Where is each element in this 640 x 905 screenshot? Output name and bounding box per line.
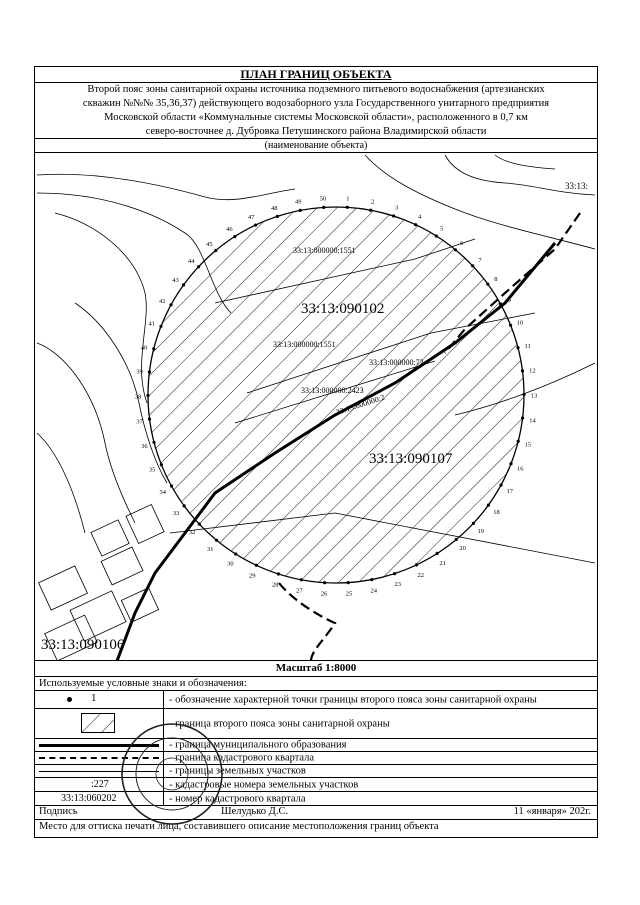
- boundary-point-number: 20: [459, 545, 466, 553]
- boundary-point-marker: [393, 572, 396, 575]
- legend-row-parcel-numbers: [35, 778, 597, 792]
- boundary-point-marker: [152, 441, 155, 444]
- legend-symbol: [35, 792, 164, 805]
- legend-symbol: [35, 765, 164, 777]
- boundary-point-marker: [255, 564, 258, 567]
- parcel-number-label: 33:13:000000:2: [334, 392, 386, 417]
- boundary-point-marker: [370, 578, 373, 581]
- boundary-point-number: 39: [136, 368, 143, 376]
- boundary-point-number: 9: [507, 297, 511, 305]
- document-sheet: [34, 66, 598, 838]
- boundary-point-marker: [435, 234, 438, 237]
- boundary-point-number: 17: [506, 487, 514, 495]
- document-title: ПЛАН ГРАНИЦ ОБЪЕКТА: [35, 67, 597, 83]
- boundary-point-marker: [369, 209, 372, 212]
- boundary-point-marker: [148, 418, 151, 421]
- parcel-number-label: 33:13:000000:1551: [273, 340, 336, 349]
- boundary-point-marker: [323, 581, 326, 584]
- legend-row-municipal: [35, 739, 597, 752]
- quarter-number-label: 33:13:090106: [41, 637, 125, 653]
- dashed-line-icon: [39, 757, 159, 759]
- legend-symbol: [35, 752, 164, 764]
- legend-text: - граница муниципального образования: [169, 739, 347, 751]
- legend-heading: Используемые условные знаки и обозначения:: [35, 677, 597, 691]
- boundary-point-number: 15: [524, 441, 532, 449]
- boundary-point-number: 45: [206, 240, 213, 248]
- boundary-point-marker: [146, 394, 149, 397]
- boundary-point-marker: [170, 484, 173, 487]
- boundary-point-marker: [521, 416, 524, 419]
- boundary-point-number: 28: [272, 581, 279, 589]
- legend-text: - граница второго пояса зоны санитарной охраны: [169, 718, 390, 729]
- boundary-point-number: 16: [517, 465, 524, 473]
- legend-symbol: [35, 691, 164, 708]
- boundary-point-marker: [276, 215, 279, 218]
- boundary-point-marker: [486, 283, 489, 286]
- boundary-point-number: 14: [529, 417, 536, 425]
- parcel-number-label: 33:13:000000:2423: [301, 386, 364, 395]
- map-scale: Масштаб 1:8000: [35, 661, 597, 677]
- sanitary-zone-area: [148, 204, 524, 583]
- boundary-point-marker: [159, 325, 162, 328]
- boundary-point-number: 13: [530, 392, 538, 400]
- boundary-point-number: 49: [295, 198, 302, 206]
- legend-row-zone: [35, 709, 597, 739]
- boundary-point-number: 21: [439, 559, 446, 567]
- legend-sample-quarter-number: 33:13:060202: [61, 793, 117, 804]
- boundary-point-number: 24: [370, 587, 377, 595]
- boundary-point-marker: [254, 224, 257, 227]
- boundary-point-number: 32: [188, 528, 196, 536]
- boundary-point-number: 46: [226, 226, 233, 234]
- boundary-point-marker: [169, 303, 172, 306]
- stamp-place-label: Место для оттиска печати лица, составившего описание местоположения границ объекта: [39, 821, 439, 832]
- boundary-point-marker: [517, 440, 520, 443]
- boundary-point-number: 30: [227, 560, 234, 568]
- boundary-point-number: 11: [524, 343, 531, 351]
- legend-text: - граница кадастрового квартала: [169, 752, 315, 764]
- boundary-point-marker: [509, 462, 512, 465]
- boundary-point-marker: [160, 463, 163, 466]
- boundary-point-marker: [499, 484, 502, 487]
- boundary-point-marker: [516, 346, 519, 349]
- legend-symbol: [35, 739, 164, 751]
- legend-point-number: 1: [91, 692, 97, 704]
- boundary-point-number: 1: [346, 195, 350, 203]
- boundary-point-marker: [347, 581, 350, 584]
- boundary-point-number: 8: [494, 276, 498, 284]
- legend-sample-parcel-number: :227: [91, 779, 109, 790]
- boundary-point-marker: [148, 370, 151, 373]
- boundary-point-marker: [197, 265, 200, 268]
- legend-text: - номер кадастрового квартала: [169, 793, 306, 804]
- boundary-point-number: 3: [395, 204, 399, 212]
- boundary-point-number: 18: [493, 508, 500, 516]
- boundary-point-marker: [521, 369, 524, 372]
- boundary-point-number: 36: [141, 442, 148, 450]
- boundary-point-number: 44: [188, 257, 195, 265]
- boundary-point-marker: [454, 248, 457, 251]
- boundary-point-marker: [499, 302, 502, 305]
- parcel-number-label: 33:13:000000:1551: [293, 246, 356, 255]
- legend-symbol: [35, 709, 164, 738]
- boundary-point-marker: [215, 539, 218, 542]
- boundary-point-number: 23: [394, 581, 401, 589]
- signer-name: Шелудько Д.С.: [221, 806, 289, 817]
- description-line: северо-восточнее д. Дубровка Петушинского района Владимирской области: [145, 126, 487, 137]
- boundary-point-number: 40: [140, 344, 148, 352]
- boundary-point-number: 50: [319, 195, 327, 203]
- boundary-point-marker: [234, 552, 237, 555]
- boundary-point-number: 4: [418, 213, 422, 221]
- boundary-point-number: 41: [148, 320, 155, 328]
- boundary-point-marker: [300, 578, 303, 581]
- boundary-point-number: 6: [460, 240, 464, 248]
- boundary-point-number: 19: [477, 528, 484, 536]
- boundary-point-marker: [415, 563, 418, 566]
- boundary-point-number: 43: [172, 277, 179, 285]
- legend-row-quarter: [35, 752, 597, 765]
- boundary-point-marker: [152, 347, 155, 350]
- boundary-point-number: 35: [148, 466, 156, 474]
- boundary-point-marker: [182, 283, 185, 286]
- boundary-point-number: 34: [159, 488, 167, 496]
- legend-text: - кадастровые номера земельных участков: [169, 779, 359, 790]
- boundary-point-marker: [522, 393, 525, 396]
- legend-row-parcels: [35, 765, 597, 778]
- boundary-point-number: 2: [370, 198, 375, 206]
- boundary-point-number: 38: [134, 393, 142, 401]
- thin-line-icon: [39, 771, 159, 772]
- boundary-point-number: 48: [271, 204, 278, 212]
- legend-symbol: [35, 778, 164, 791]
- boundary-map: [35, 153, 597, 661]
- quarter-number-label: 33:13:090107: [369, 451, 453, 467]
- object-description: [35, 83, 597, 139]
- boundary-point-number: 22: [417, 571, 425, 579]
- boundary-point-marker: [455, 538, 458, 541]
- signature-date: 11 «января» 202г.: [513, 806, 591, 817]
- boundary-point-marker: [214, 249, 217, 252]
- legend-text: - обозначение характерной точки границы второго пояса зоны санитарной охраны: [169, 694, 537, 705]
- boundary-point-number: 25: [345, 590, 353, 598]
- boundary-point-marker: [414, 223, 417, 226]
- boundary-point-number: 7: [478, 257, 482, 265]
- point-dot-icon: [67, 697, 72, 702]
- boundary-point-marker: [198, 523, 201, 526]
- thick-line-icon: [39, 744, 159, 747]
- boundary-point-marker: [277, 572, 280, 575]
- boundary-point-marker: [436, 552, 439, 555]
- object-name-caption: (наименование объекта): [35, 139, 597, 153]
- legend-row-point: [35, 691, 597, 709]
- hatch-fill-icon: [81, 713, 115, 733]
- boundary-point-number: 42: [158, 298, 166, 306]
- boundary-point-marker: [392, 214, 395, 217]
- stamp-place-row: [35, 820, 597, 836]
- boundary-point-number: 31: [206, 545, 214, 553]
- boundary-point-marker: [183, 504, 186, 507]
- boundary-point-number: 26: [320, 590, 328, 598]
- boundary-point-marker: [346, 206, 349, 209]
- boundary-point-number: 5: [439, 225, 444, 233]
- boundary-point-number: 10: [516, 319, 524, 327]
- boundary-point-marker: [299, 209, 302, 212]
- boundary-point-number: 27: [296, 587, 303, 595]
- boundary-point-number: 12: [529, 367, 536, 375]
- legend-text: - границы земельных участков: [169, 765, 306, 777]
- description-line: Второй пояс зоны санитарной охраны источника подземного питьевого водоснабжения (артезианских: [87, 84, 545, 95]
- boundary-point-marker: [487, 504, 490, 507]
- description-line: Московской области «Коммунальные системы Московской области», расположенного в 0,7 км: [104, 112, 528, 123]
- boundary-point-marker: [233, 235, 236, 238]
- map-canvas: [35, 153, 597, 661]
- quarter-number-label: 33:13:090102: [301, 301, 385, 317]
- legend-row-quarter-number: [35, 792, 597, 806]
- signature-label: Подпись: [39, 806, 78, 817]
- boundary-point-marker: [472, 522, 475, 525]
- boundary-point-number: 37: [136, 418, 143, 426]
- description-line: скважин №№№ 35,36,37) действующего водозаборного узла Государственного унитарного предприятия: [82, 98, 550, 109]
- boundary-point-number: 33: [172, 509, 180, 517]
- boundary-point-number: 29: [248, 572, 256, 580]
- boundary-point-number: 47: [247, 214, 255, 222]
- boundary-point-marker: [509, 324, 512, 327]
- boundary-point-marker: [322, 206, 325, 209]
- signature-row: [35, 806, 597, 820]
- parcel-number-label: 33:13:000000:72: [369, 358, 424, 367]
- boundary-point-marker: [471, 264, 474, 267]
- quarter-number-label: 33:13:: [565, 181, 589, 191]
